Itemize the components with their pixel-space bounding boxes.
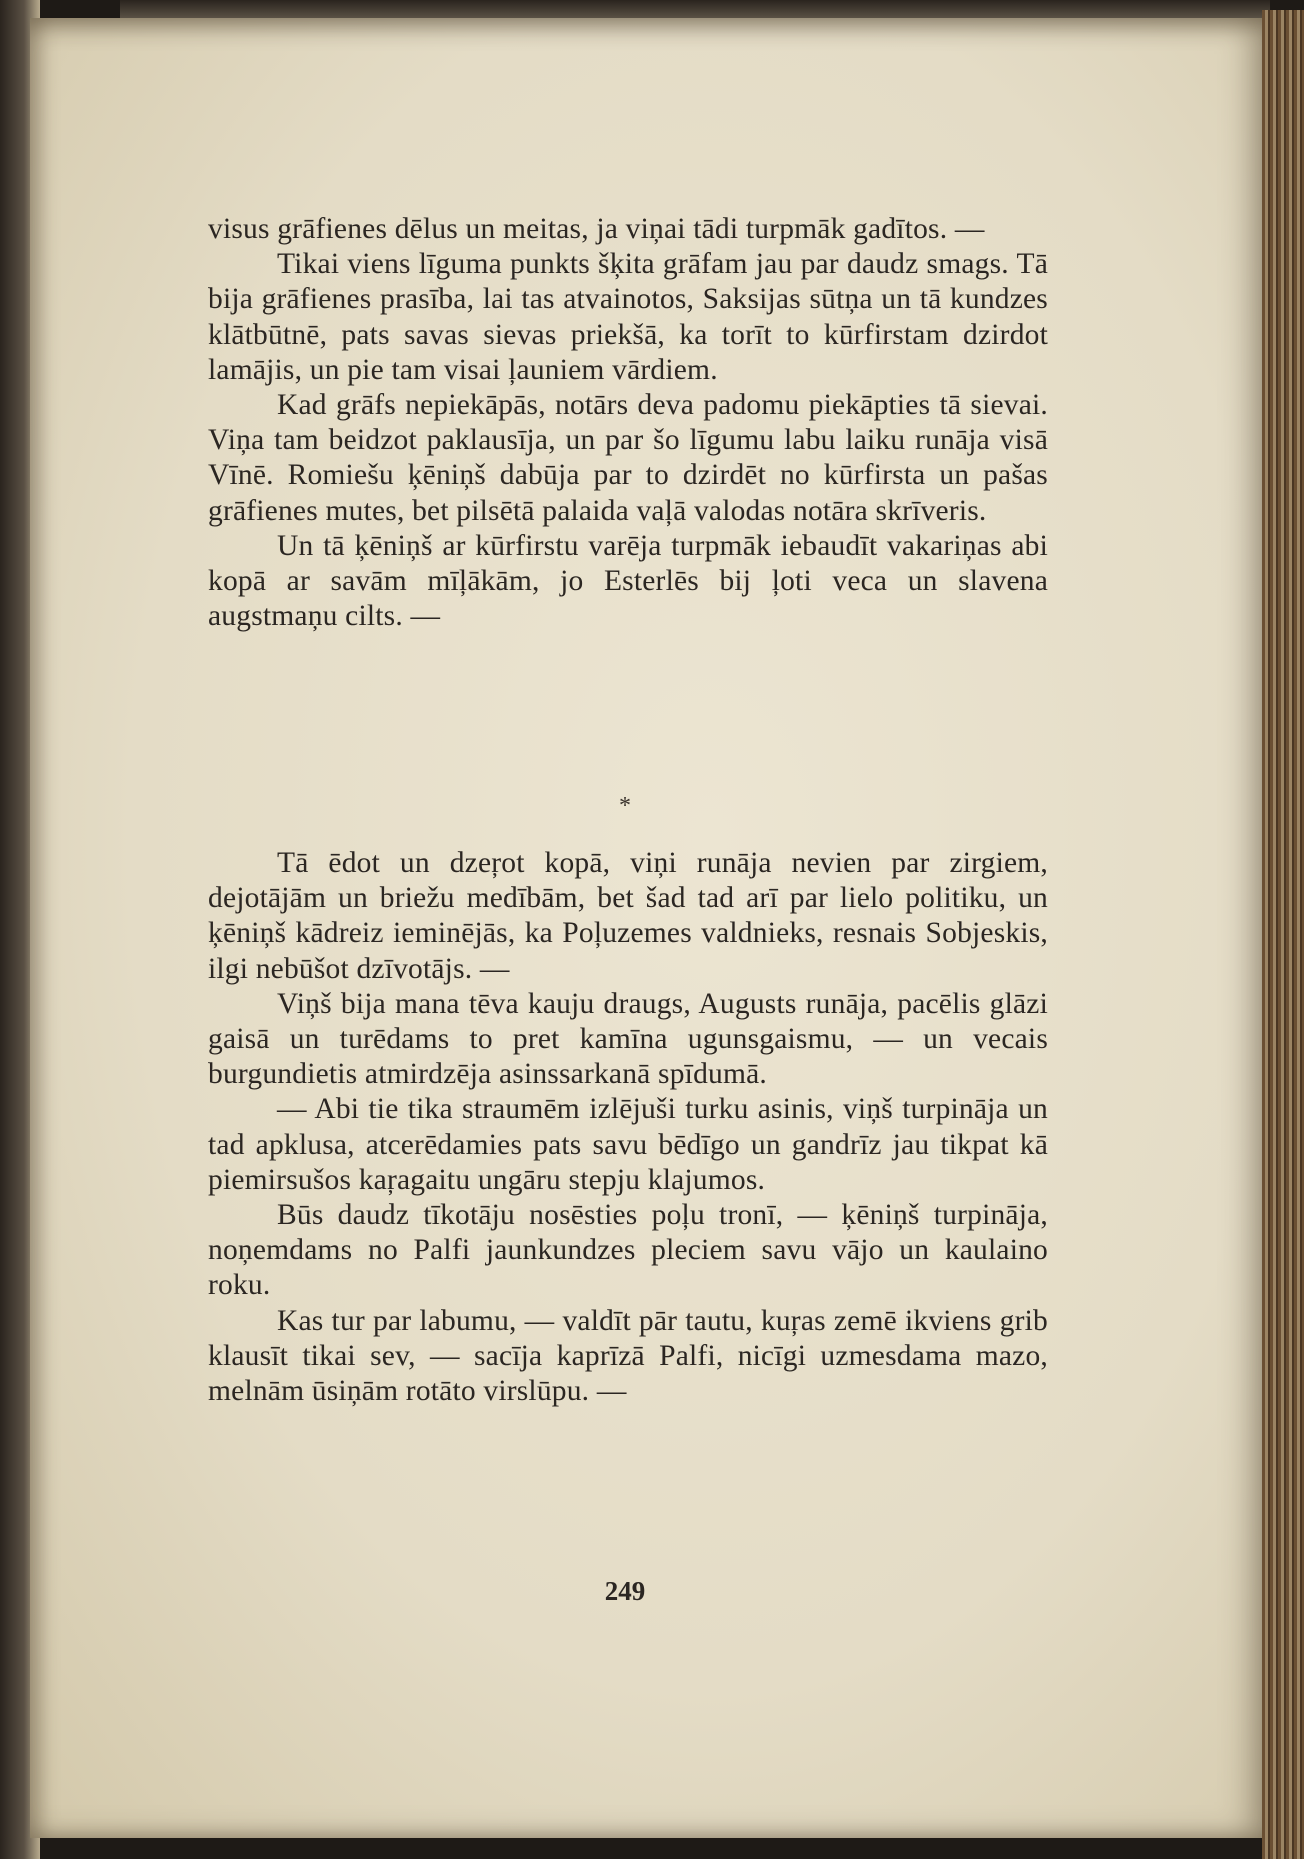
body-text-section-2 [208,846,1048,1409]
paragraph: Būs daudz tīkotāju nosēsties poļu tronī, — ķēniņš turpināja, noņemdams no Palfi jaunkundzes pleciem savu vājo un kaulaino roku. [208,1199,1048,1302]
paragraph: Viņš bija mana tēva kauju draugs, Augusts runāja, pacēlis glāzi gaisā un turēdams to pret kamīna ugunsgaismu, — un vecais burgundietis atmirdzēja asinssarkanā spīdumā. [208,987,1048,1091]
paragraph: Kad grāfs nepiekāpās, notārs deva padomu piekāpties tā sievai. Viņa tam beidzot paklausīja, un par šo līgumu labu laiku runāja visā Vīnē. Romiešu ķēniņš dabūja par to dzirdēt no kūrfirsta un pašas grāfienes mutes, bet pilsētā palaida vaļā valodas notāra skrīveris. [208,389,1048,527]
paragraph: Tikai viens līguma punkts šķita grāfam jau par daudz smags. Tā bija grāfienes prasība, lai tas atvainotos, Saksijas sūtņa un tā kundzes klātbūtnē, pats savas sievas priekšā, ka torīt to kūrfirstam dzirdot lamājis, un pie tam visai ļauniem vārdiem. [208,248,1048,386]
page-edges [1262,10,1304,1859]
paragraph: Tā ēdot un dzeŗot kopā, viņi runāja nevien par zirgiem, dejotājām un briežu medībām, bet šad tad arī par lielo politiku, un ķēniņš kādreiz ieminējās, ka Poļuzemes valdnieks, resnais Sobjeskis, ilgi nebūšot dzīvotājs. — [208,847,1048,985]
body-text-section-1 [208,212,1048,634]
section-separator: * [619,793,631,819]
paragraph: Un tā ķēniņš ar kūrfirstu varēja turpmāk iebaudīt vakariņas abi kopā ar savām mīļākām, jo Esterlēs bij ļoti veca un slavena augstmaņu cilts. — [208,529,1048,633]
page-number: 249 [604,1576,646,1606]
paragraph: visus grāfienes dēlus un meitas, ja viņai tādi turpmāk gadītos. — [208,213,985,245]
paragraph: Kas tur par labumu, — valdīt pār tautu, kuŗas zemē ikviens grib klausīt tikai sev, — sacīja kaprīzā Palfi, nicīgi uzmesdama mazo, melnām ūsiņām rotāto virslūpu. — [208,1304,1048,1408]
paragraph: — Abi tie tika straumēm izlējuši turku asinis, viņš turpināja un tad apklusa, atcerēdamies pats savu bēdīgo un gandrīz jau tikpat kā piemirsušos kaŗagaitu ungāru stepju klajumos. [208,1093,1048,1196]
